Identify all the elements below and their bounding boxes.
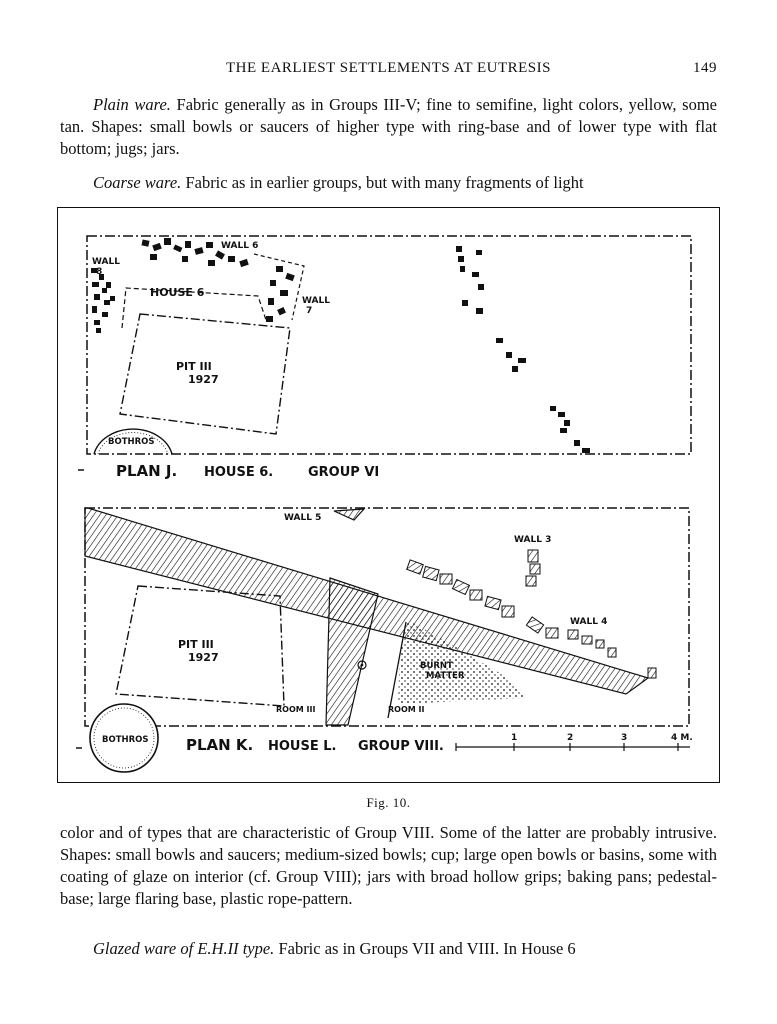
label-wall-7-num: 7 (306, 306, 313, 316)
paragraph-plain-ware (60, 94, 717, 160)
plan-j (78, 236, 691, 470)
plan-j-group: GROUP VI (308, 465, 380, 480)
label-bothros-k: BOTHROS (102, 735, 149, 745)
running-title: THE EARLIEST SETTLEMENTS AT EUTRESIS (226, 60, 551, 76)
site-plans-drawing (58, 208, 721, 784)
paragraph-coarse-ware (60, 172, 717, 194)
label-pit-iii-j: PIT III (176, 360, 212, 373)
label-matter: MATTER (426, 671, 465, 681)
label-wall-7: WALL (302, 296, 330, 306)
plain-ware-text: Fabric generally as in Groups III-V; fine to semifine, light colors, yellow, some tan. Shapes: small bowls or saucers of higher type with ring-base and of lower type with flat bottom; jugs; jars. (60, 95, 718, 158)
paragraph-coarse-ware-continued (60, 822, 717, 910)
label-pit-iii-k: PIT III (178, 638, 214, 651)
scale-tick-2: 2 (567, 733, 574, 743)
label-burnt: BURNT (420, 661, 453, 671)
scale-tick-3: 3 (621, 733, 628, 743)
label-house-6: HOUSE 6 (150, 286, 205, 299)
plan-k-group: GROUP VIII. (358, 739, 444, 754)
coarse-ware-text: Fabric as in earlier groups, but with many fragments of light (181, 173, 584, 192)
label-wall-5: WALL 5 (284, 513, 322, 523)
figure-10 (57, 207, 720, 783)
plan-j-house: HOUSE 6. (204, 465, 274, 480)
wall-8-stones (91, 268, 115, 333)
label-wall-8: WALL (92, 257, 120, 267)
label-wall-6: WALL 6 (221, 241, 259, 251)
scale-tick-1: 1 (511, 733, 518, 743)
label-wall-4: WALL 4 (570, 617, 608, 627)
label-wall-3: WALL 3 (514, 535, 552, 545)
plan-j-labels (92, 241, 379, 480)
page-number: 149 (693, 60, 717, 76)
label-pit-year-k: 1927 (188, 651, 219, 664)
plan-j-title: PLAN J. (116, 462, 178, 480)
label-bothros-j: BOTHROS (108, 437, 155, 447)
plan-k-house: HOUSE L. (268, 739, 337, 754)
scale-tick-4m: 4 M. (671, 733, 693, 743)
label-pit-year-j: 1927 (188, 373, 219, 386)
wall-7-stones (266, 266, 295, 322)
glazed-ware-lead: Glazed ware of E.H.II type. (93, 939, 275, 958)
figure-caption: Fig. 10. (366, 795, 411, 810)
label-room-iii: ROOM III (276, 705, 316, 714)
coarse-ware-lead: Coarse ware. (93, 173, 182, 192)
glazed-ware-text: Fabric as in Groups VII and VIII. In House 6 (274, 939, 576, 958)
paragraph-glazed-ware (60, 938, 717, 960)
label-room-ii: ROOM II (388, 705, 425, 714)
running-head (60, 60, 717, 82)
plan-k (76, 508, 690, 772)
scattered-stones (456, 246, 590, 453)
plan-k-title: PLAN K. (186, 736, 254, 754)
label-wall-8-num: 8 (96, 267, 103, 277)
plain-ware-lead: Plain ware. (93, 95, 171, 114)
coarse-ware-continued-text: color and of types that are characteristic of Group VIII. Some of the latter are probably intrusive. Shapes: small bowls and saucers; medium-sized bowls; cup; large open bowls or basins, some with coating of glaze on interior (cf. Group VIII); jars with broad hollow grips; baking pans; pedestal-base; large flaring base, plastic rope-pattern. (60, 823, 717, 908)
